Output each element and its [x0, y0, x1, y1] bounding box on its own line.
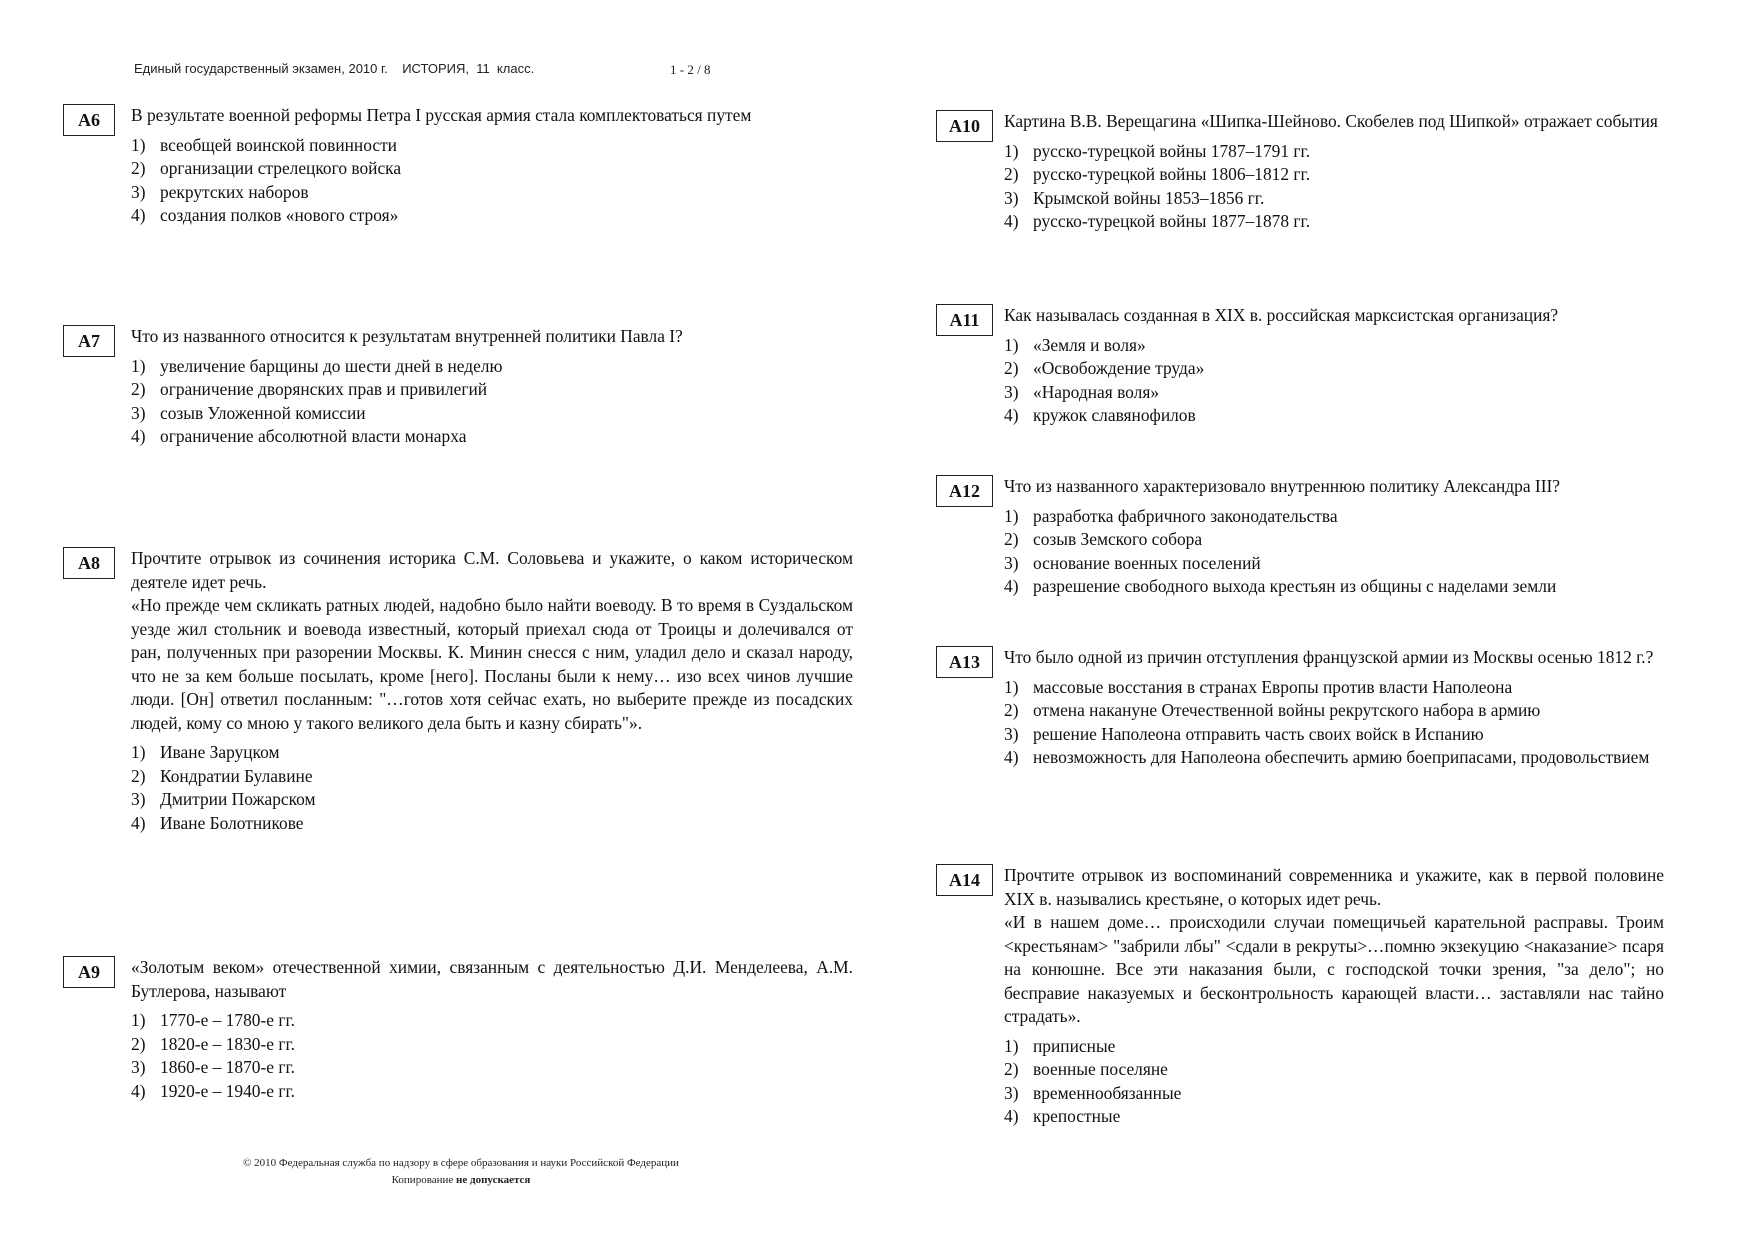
answer-option: 2) созыв Земского собора: [1004, 529, 1203, 549]
question-number-box: A14: [936, 864, 993, 896]
answer-list: [131, 1009, 853, 1103]
answer-option: 1) 1770-е – 1780-е гг.: [131, 1010, 295, 1030]
answer-option: 4) ограничение абсолютной власти монарха: [131, 426, 467, 446]
answer-option: 2) военные поселяне: [1004, 1059, 1168, 1079]
question-text: Как называлась созданная в XIX в. российская марксистская организация?: [1004, 305, 1559, 325]
answer-option: 3) рекрутских наборов: [131, 181, 309, 202]
question-text: Картина В.В. Верещагина «Шипка-Шейново. Скобелев под Шипкой» отражает события: [1004, 111, 1658, 131]
question-text: Что было одной из причин отступления французской армии из Москвы осенью 1812 г.?: [1004, 647, 1654, 667]
copyright-footer: [196, 1155, 726, 1189]
answer-list: [1004, 140, 1664, 234]
question-text: «Золотым веком» отечественной химии, связанным с деятельностью Д.И. Менделеева, А.М. Бутлерова, называют: [131, 957, 853, 1001]
answer-option: 2) отмена накануне Отечественной войны рекрутского набора в армию: [1004, 700, 1541, 720]
question-text: Прочтите отрывок из воспоминаний современника и укажите, как в первой половине XIX в. назывались крестьяне, о которых идет речь.: [1004, 865, 1664, 909]
copyright-line: © 2010 Федеральная служба по надзору в сфере образования и науки Российской Федерации: [243, 1157, 679, 1169]
answer-option: 3) созыв Уложенной комиссии: [131, 402, 366, 423]
answer-option: 4) крепостные: [1004, 1106, 1121, 1126]
answer-option: 3) решение Наполеона отправить часть своих войск в Испанию: [1004, 723, 1484, 744]
answer-option: 2) 1820-е – 1830-е гг.: [131, 1033, 295, 1054]
answer-list: [131, 355, 853, 449]
question-number-box: A8: [63, 547, 115, 579]
question-text: Прочтите отрывок из сочинения историка С.М. Соловьева и укажите, о каком историческом деятеле идет речь.: [131, 548, 853, 592]
page-number: 1 - 2 / 8: [670, 62, 711, 77]
answer-option: 4) разрешение свободного выхода крестьян из общины с наделами земли: [1004, 576, 1557, 596]
question-text: Что из названного характеризовало внутреннюю политику Александра III?: [1004, 476, 1560, 496]
answer-option: 2) Кондратии Булавине: [131, 765, 313, 786]
question-number-box: A11: [936, 304, 993, 336]
answer-option: 4) русско-турецкой войны 1877–1878 гг.: [1004, 211, 1311, 231]
answer-option: 4) невозможность для Наполеона обеспечить армию боеприпасами, продовольствием: [1004, 747, 1650, 767]
answer-list: [1004, 1035, 1664, 1129]
question-number-box: A7: [63, 325, 115, 357]
answer-option: 2) ограничение дворянских прав и привилегий: [131, 379, 488, 399]
answer-option: 2) «Освобождение труда»: [1004, 358, 1205, 378]
answer-option: 3) временнообязанные: [1004, 1082, 1182, 1103]
answer-option: 1) увеличение барщины до шести дней в неделю: [131, 355, 503, 376]
answer-option: 1) Иване Заруцком: [131, 742, 280, 762]
answer-option: 4) кружок славянофилов: [1004, 405, 1196, 425]
question-number-box: A9: [63, 956, 115, 988]
answer-option: 1) русско-турецкой войны 1787–1791 гг.: [1004, 140, 1311, 161]
answer-option: 3) Крымской войны 1853–1856 гг.: [1004, 187, 1265, 208]
copy-restriction-line: Копирование не допускается: [391, 1174, 531, 1186]
answer-option: 4) Иване Болотникове: [131, 812, 304, 833]
question-number-box: A13: [936, 646, 993, 678]
answer-option: 1) «Земля и воля»: [1004, 334, 1146, 355]
answer-option: 2) русско-турецкой войны 1806–1812 гг.: [1004, 164, 1311, 184]
answer-option: 3) «Народная воля»: [1004, 381, 1160, 402]
answer-option: 4) создания полков «нового строя»: [131, 205, 399, 225]
answer-option: 1) всеобщей воинской повинности: [131, 134, 397, 155]
quoted-passage: «И в нашем доме… происходили случаи помещичьей карательной расправы. Троим <крестьянам> "забрили лбы" <сдали в рекруты>…помню экзекуцию <наказание> псаря на конюшне. Все эти наказания были, с господской точки зрения, "за дело"; но бесправие наказуемых и бесконтрольность карающей власти… заставляли нас тайно страдать».: [1004, 912, 1664, 1026]
answer-list: [131, 134, 853, 228]
answer-option: 2) организации стрелецкого войска: [131, 158, 402, 178]
page-header: [134, 61, 711, 77]
answer-option: 4) 1920-е – 1940-е гг.: [131, 1080, 295, 1101]
answer-list: [1004, 676, 1664, 770]
answer-option: 1) массовые восстания в странах Европы против власти Наполеона: [1004, 676, 1513, 697]
answer-list: [131, 741, 853, 835]
question-number-box: A6: [63, 104, 115, 136]
answer-option: 1) приписные: [1004, 1035, 1116, 1056]
question-text: Что из названного относится к результатам внутренней политики Павла I?: [131, 326, 683, 346]
answer-option: 3) 1860-е – 1870-е гг.: [131, 1057, 295, 1077]
answer-option: 1) разработка фабричного законодательства: [1004, 505, 1338, 526]
answer-option: 3) Дмитрии Пожарском: [131, 789, 316, 809]
answer-option: 3) основание военных поселений: [1004, 552, 1261, 573]
answer-list: [1004, 505, 1674, 599]
answer-list: [1004, 334, 1674, 428]
question-number-box: A10: [936, 110, 993, 142]
quoted-passage: «Но прежде чем скликать ратных людей, надобно было найти воеводу. В то время в Суздальском уезде жил стольник и воевода известный, который приехал сюда от Троицы и долечивался от ран, полученных при разорении Москвы. К. Минин снесся с ним, уладил дело и сказал народу, что не за кем больше посылать, кроме [него]. Посланы были к нему… изо всех чинов лучшие люди. [Он] ответил посланным: "…готов хотя сейчас ехать, но выберите прежде из посадских людей, кому со мною у такого великого дела быть и казну сбирать"».: [131, 595, 853, 733]
question-text: В результате военной реформы Петра I русская армия стала комплектоваться путем: [131, 105, 752, 125]
exam-title: Единый государственный экзамен, 2010 г. ИСТОРИЯ, 11 класс.: [134, 61, 535, 76]
question-number-box: A12: [936, 475, 993, 507]
